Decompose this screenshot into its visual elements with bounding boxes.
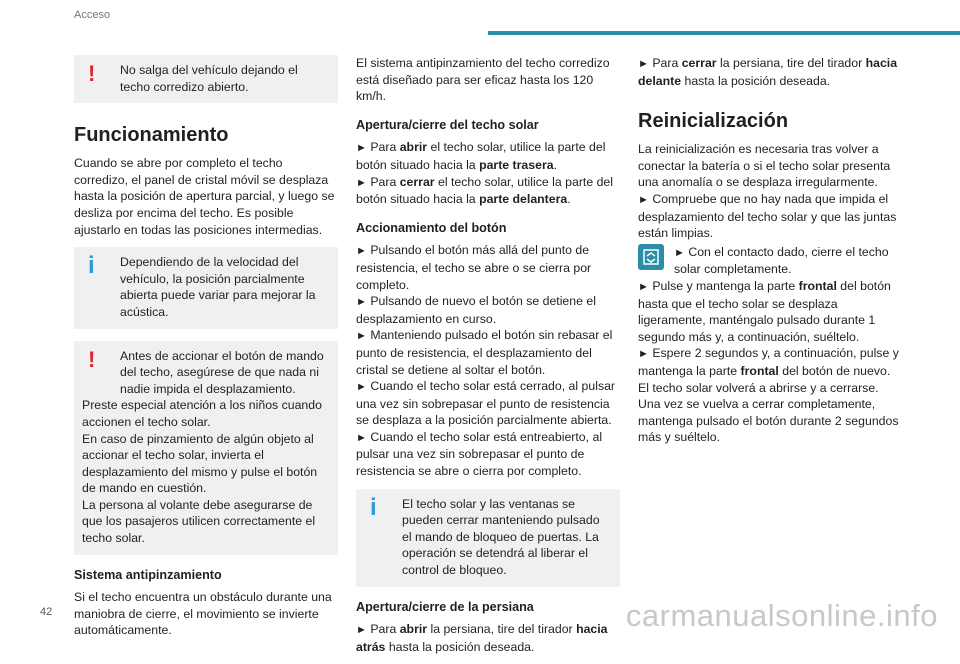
paragraph-intro: El sistema antipinzamiento del techo corredizo está diseñado para ser eficaz hasta los 120 km/h. bbox=[356, 56, 610, 104]
bullet-icon: ► bbox=[638, 193, 649, 206]
text: . bbox=[553, 157, 557, 172]
text-bold: hacia atrás bbox=[356, 622, 608, 654]
watermark: carmanualsonline.info bbox=[625, 598, 938, 633]
list-item bbox=[638, 55, 902, 89]
text: el techo solar, utilice la parte del botón situado hacia la bbox=[356, 174, 614, 207]
text: La reinicialización es necesaria tras volver a conectar la batería o si el techo solar presenta una anomalía o se desplaza irregularmente. bbox=[638, 142, 891, 190]
page-number: 42 bbox=[40, 606, 53, 618]
warning-text: No salga del vehículo dejando el techo corredizo abierto. bbox=[120, 63, 298, 94]
list-item bbox=[356, 242, 620, 479]
list-item bbox=[356, 621, 620, 655]
text: la persiana, tire del tirador bbox=[716, 56, 866, 70]
text: El techo solar volverá a abrirse y a cerrarse. bbox=[638, 380, 879, 395]
text: Con el contacto dado, cierre el techo solar completamente. bbox=[674, 244, 889, 277]
warning-text: Preste especial atención a los niños cuando accionen el techo solar. bbox=[82, 398, 322, 429]
list-item bbox=[638, 244, 902, 278]
bullet-icon: ► bbox=[638, 280, 649, 293]
bullet-icon: ► bbox=[356, 142, 367, 155]
text: Compruebe que no hay nada que impida el desplazamiento del techo solar y que las juntas están limpias. bbox=[638, 191, 897, 241]
text: Pulsando el botón más allá del punto de resistencia, el techo se abre o se cierra por completo. bbox=[356, 243, 592, 292]
heading-antipinzamiento: Sistema antipinzamiento bbox=[74, 567, 222, 582]
text-bold: hacia delante bbox=[638, 56, 898, 88]
bullet-icon: ► bbox=[356, 245, 367, 258]
text: Para bbox=[370, 140, 400, 155]
text-bold: cerrar bbox=[399, 174, 435, 189]
paragraph-reinicializacion bbox=[638, 141, 902, 242]
header-accent-bar bbox=[488, 31, 960, 35]
warning-icon: ! bbox=[88, 61, 96, 86]
column-3 bbox=[638, 55, 902, 455]
heading-persiana: Apertura/cierre de la persiana bbox=[356, 599, 534, 614]
bullet-icon: ► bbox=[356, 176, 367, 189]
bullet-icon: ► bbox=[638, 58, 649, 70]
heading-accionamiento: Accionamiento del botón bbox=[356, 220, 507, 235]
text: Cuando el techo solar está entreabierto, al pulsar una vez sin sobrepasar el punto de resistencia se abre o cierra por completo. bbox=[356, 429, 603, 479]
warning-icon: ! bbox=[88, 346, 96, 372]
text: del botón de nuevo. bbox=[778, 363, 891, 378]
text-bold: parte delantera bbox=[479, 192, 568, 207]
bullet-icon: ► bbox=[356, 431, 367, 444]
paragraph-funcionamiento: Cuando se abre por completo el techo corredizo, el panel de cristal móvil se desplaza hasta la posición de apertura parcial, y luego se desliza por encima del techo. Es posible ajustarlo en todas las posiciones intermedias. bbox=[74, 156, 335, 237]
heading-apertura-techo: Apertura/cierre del techo solar bbox=[356, 117, 539, 132]
bullet-icon: ► bbox=[356, 330, 367, 343]
text: Manteniendo pulsado el botón sin rebasar el punto de resistencia, el desplazamiento del cristal se detiene al soltar el botón. bbox=[356, 328, 613, 377]
text: Para bbox=[652, 56, 682, 70]
text-bold: abrir bbox=[399, 140, 428, 155]
info-icon: i bbox=[88, 252, 95, 280]
text-bold: frontal bbox=[740, 363, 779, 378]
bullet-icon: ► bbox=[356, 624, 367, 637]
list-item bbox=[638, 278, 902, 446]
sunroof-button-icon bbox=[638, 244, 664, 270]
warning-box-2 bbox=[74, 341, 338, 555]
bullet-icon: ► bbox=[356, 296, 367, 309]
info-text: Dependiendo de la velocidad del vehículo, la posición parcialmente abierta puede variar para mejorar la acústica. bbox=[120, 255, 316, 319]
warning-text: La persona al volante debe asegurarse de que los pasajeros utilicen correctamente el techo solar. bbox=[82, 497, 316, 546]
text: Para bbox=[370, 174, 400, 189]
warning-text: En caso de pinzamiento de algún objeto al accionar el techo solar, invierta el desplazamiento del mismo y pulse el botón de mando en cuestión. bbox=[82, 431, 318, 496]
text: hasta la posición deseada. bbox=[681, 73, 831, 88]
bullet-icon: ► bbox=[674, 246, 685, 259]
list-item bbox=[356, 139, 620, 207]
text: la persiana, tire del tirador bbox=[427, 622, 577, 637]
text: Para bbox=[370, 622, 400, 637]
info-text: El techo solar y las ventanas se pueden cerrar manteniendo pulsado el mando de bloqueo de puertas. La operación se detendrá al liberar el control de bloqueo. bbox=[402, 496, 600, 578]
warning-box-1 bbox=[74, 55, 338, 103]
text: Cuando el techo solar está cerrado, al pulsar una vez sin sobrepasar el punto de resistencia se desplaza a la posición parcialmente abierta. bbox=[356, 379, 616, 428]
heading-funcionamiento: Funcionamiento bbox=[74, 124, 229, 147]
text: hasta la posición deseada. bbox=[385, 639, 535, 654]
section-title: Acceso bbox=[74, 9, 111, 21]
text: Pulse y mantenga la parte bbox=[652, 278, 799, 293]
bullet-icon: ► bbox=[638, 348, 649, 361]
text: Pulsando de nuevo el botón se detiene el desplazamiento en curso. bbox=[356, 294, 596, 326]
column-2 bbox=[356, 55, 620, 664]
bullet-icon: ► bbox=[356, 381, 367, 394]
info-icon: i bbox=[370, 493, 377, 521]
warning-text: Antes de accionar el botón de mando del techo, asegúrese de que nada ni nadie impida el desplazamiento. bbox=[120, 348, 324, 396]
text-bold: parte trasera bbox=[479, 157, 554, 172]
column-1 bbox=[74, 55, 338, 648]
heading-reinicializacion: Reinicialización bbox=[638, 110, 789, 133]
text-bold: abrir bbox=[399, 622, 428, 637]
text: . bbox=[567, 192, 571, 207]
text: Espere 2 segundos y, a continuación, pulse y mantenga la parte bbox=[638, 346, 899, 378]
text-bold: cerrar bbox=[681, 56, 717, 70]
text-bold: frontal bbox=[798, 278, 837, 293]
info-box-1 bbox=[74, 247, 338, 328]
info-box-2 bbox=[356, 489, 620, 587]
text: Una vez se vuelva a cerrar completamente, mantenga pulsado el botón durante 2 segundos más y suéltelo. bbox=[638, 397, 899, 445]
text: del botón hasta que el techo solar se desplaza ligeramente, manténgalo pulsado durante 1 segundo más y, a continuación, suéltelo. bbox=[638, 278, 891, 344]
paragraph-antipinzamiento: Si el techo encuentra un obstáculo durante una maniobra de cierre, el movimiento se invierte automáticamente. bbox=[74, 590, 332, 638]
text: el techo solar, utilice la parte del botón situado hacia la bbox=[356, 140, 606, 172]
